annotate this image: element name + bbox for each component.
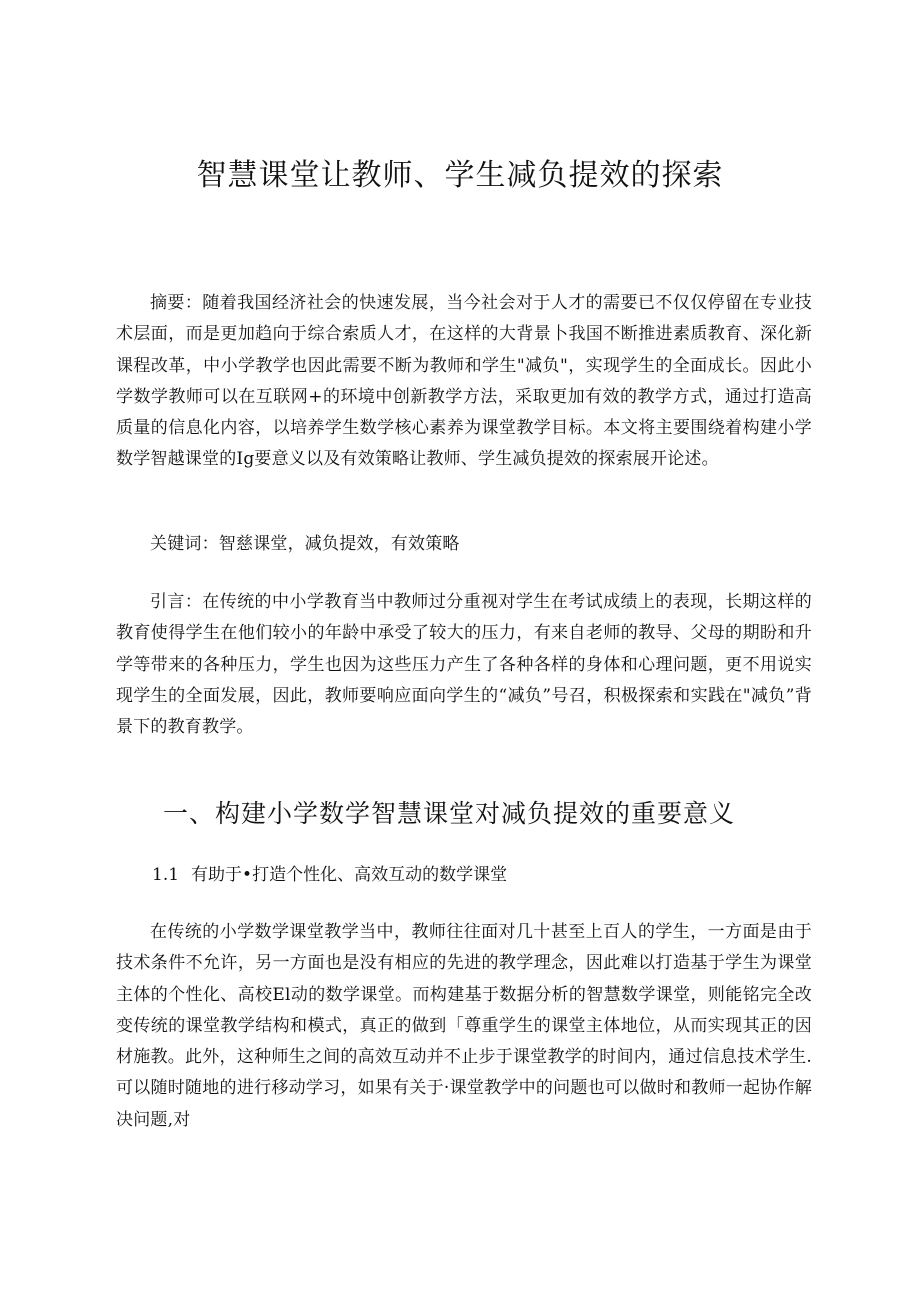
abstract-paragraph: 摘要：随着我国经济社会的快速发展，当今社会对于人才的需要已不仅仅停留在专业技术层面，而是更加趋向于综合索质人才，在这样的大背景卜我国不断推进素质教育、深化新课程改革，中小学教学也因此需要不断为教师和学生"减负"，实现学生的全面成长。因此小学数学教师可以在互联网+的环境中创新教学方法，采取更加有效的教学方式，通过打造高质量的信息化内容，以培养学生数学核心素养为课堂教学目标。本文将主要围绕着构建小学数学智越课堂的Ig要意义以及有效策略让教师、学生减负提效的探索展开论述。 — [116, 293, 812, 470]
introduction-paragraph: 引言：在传统的中小学教育当中教师过分重视对学生在考试成绩上的表现，长期这样的教育使得学生在他们较小的年龄中承受了较大的压力，有来自老师的教导、父母的期盼和升学等带来的各种压力，学生也因为这些压力产生了各种各样的身体和心理问题，更不用说实现学生的全面发展，因此，教师要响应面向学生的“减负”号召，积极探索和实践在"减负”背景下的教育教学。 — [116, 592, 812, 738]
subsection-heading — [152, 860, 507, 890]
section-heading: 一、构建小学数学智慧课堂对减负提效的重要意义 — [163, 799, 736, 828]
body-paragraph: 在传统的小学数学课堂教学当中，教师往往面对几十甚至上百人的学生，一方面是由于技术条件不允许，另一方面也是没有相应的先进的教学理念，因此难以打造基于学生为课堂主体的个性化、高校El动的数学课堂。而构建基于数据分析的智慧数学课堂，则能铭完全改变传统的课堂教学结构和模式，真正的做到「尊重学生的课堂主体地位，从而实现其正的因材施教。此外，这种师生之间的高效互动并不止步于课堂教学的时间内，通过信息技术学生.可以随时随地的进行移动学习，如果有关于·课堂教学中的问题也可以做时和教师一起协作解决问题,对 — [116, 922, 812, 1130]
document-title: 智慧课堂让教师、学生减负提效的探索 — [196, 158, 724, 193]
subsection-number: 1.1 — [152, 865, 180, 885]
subsection-title: 有助于•打造个性化、高效互动的数学课堂 — [191, 865, 508, 885]
keywords-paragraph: 关键词：智慈课堂，减负提效，有效策略 — [150, 534, 460, 554]
